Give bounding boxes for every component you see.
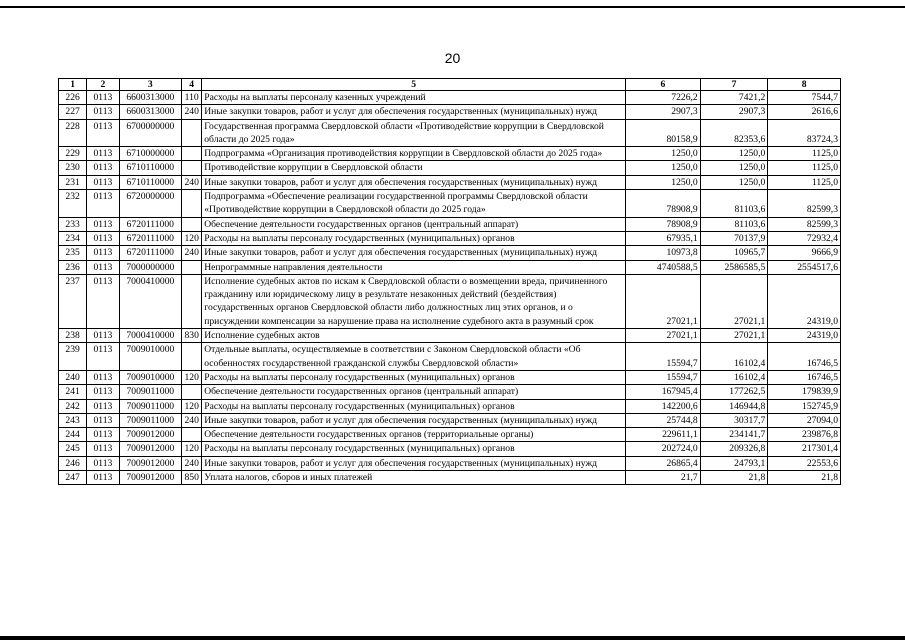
table-row xyxy=(59,231,841,245)
amount-col-7: 7421,2 xyxy=(700,91,768,105)
expense-type-code: 120 xyxy=(182,231,202,245)
amount-col-6: 26865,4 xyxy=(626,456,701,470)
expense-type-code: 240 xyxy=(182,246,202,260)
col-header-2: 2 xyxy=(87,79,119,91)
amount-col-8: 82599,3 xyxy=(768,190,841,218)
expense-name: Исполнение судебных актов xyxy=(202,329,626,343)
amount-col-8: 1125,0 xyxy=(768,175,841,189)
table-row xyxy=(59,119,841,147)
amount-col-6: 10973,8 xyxy=(626,246,701,260)
amount-col-6: 27021,1 xyxy=(626,274,701,328)
amount-col-8: 21,8 xyxy=(768,471,841,485)
expense-name: Уплата налогов, сборов и иных платежей xyxy=(202,471,626,485)
amount-col-7: 2907,3 xyxy=(700,105,768,119)
amount-col-7: 2586585,5 xyxy=(700,260,768,274)
expense-type-code: 110 xyxy=(182,91,202,105)
table-row xyxy=(59,399,841,413)
expense-type-code: 120 xyxy=(182,399,202,413)
expense-type-code xyxy=(182,343,202,371)
expense-type-code xyxy=(182,119,202,147)
budget-table xyxy=(58,78,841,485)
section-code: 0113 xyxy=(87,246,119,260)
table-row xyxy=(59,147,841,161)
amount-col-7: 27021,1 xyxy=(700,329,768,343)
target-article-code: 6600313000 xyxy=(119,105,182,119)
amount-col-6: 21,7 xyxy=(626,471,701,485)
section-code: 0113 xyxy=(87,413,119,427)
expense-type-code: 240 xyxy=(182,413,202,427)
section-code: 0113 xyxy=(87,91,119,105)
expense-name: Государственная программа Свердловской области «Противодействие коррупции в Свердловской области до 2025 года» xyxy=(202,119,626,147)
target-article-code: 6720111000 xyxy=(119,231,182,245)
section-code: 0113 xyxy=(87,329,119,343)
row-number: 238 xyxy=(59,329,87,343)
amount-col-6: 142200,6 xyxy=(626,399,701,413)
row-number: 229 xyxy=(59,147,87,161)
target-article-code: 6710110000 xyxy=(119,175,182,189)
amount-col-6: 2907,3 xyxy=(626,105,701,119)
expense-type-code: 830 xyxy=(182,329,202,343)
expense-name: Иные закупки товаров, работ и услуг для обеспечения государственных (муниципальных) нужд xyxy=(202,105,626,119)
expense-name: Непрограммные направления деятельности xyxy=(202,260,626,274)
table-row xyxy=(59,217,841,231)
target-article-code: 7009011000 xyxy=(119,399,182,413)
table-row xyxy=(59,471,841,485)
target-article-code: 7009011000 xyxy=(119,413,182,427)
section-code: 0113 xyxy=(87,370,119,384)
expense-type-code: 120 xyxy=(182,370,202,384)
col-header-7: 7 xyxy=(700,79,768,91)
expense-type-code xyxy=(182,190,202,218)
expense-name: Обеспечение деятельности государственных органов (центральный аппарат) xyxy=(202,385,626,399)
col-header-6: 6 xyxy=(626,79,701,91)
amount-col-7: 234141,7 xyxy=(700,428,768,442)
amount-col-6: 78908,9 xyxy=(626,190,701,218)
row-number: 228 xyxy=(59,119,87,147)
row-number: 239 xyxy=(59,343,87,371)
row-number: 227 xyxy=(59,105,87,119)
amount-col-7: 21,8 xyxy=(700,471,768,485)
amount-col-8: 7544,7 xyxy=(768,91,841,105)
section-code: 0113 xyxy=(87,190,119,218)
row-number: 232 xyxy=(59,190,87,218)
expense-name: Обеспечение деятельности государственных органов (центральный аппарат) xyxy=(202,217,626,231)
header-row xyxy=(59,79,841,91)
table-row xyxy=(59,175,841,189)
section-code: 0113 xyxy=(87,260,119,274)
amount-col-8: 217301,4 xyxy=(768,442,841,456)
amount-col-8: 152745,9 xyxy=(768,399,841,413)
row-number: 243 xyxy=(59,413,87,427)
amount-col-8: 82599,3 xyxy=(768,217,841,231)
amount-col-7: 81103,6 xyxy=(700,217,768,231)
target-article-code: 7000000000 xyxy=(119,260,182,274)
target-article-code: 7000410000 xyxy=(119,329,182,343)
expense-type-code xyxy=(182,161,202,175)
target-article-code: 7009012000 xyxy=(119,442,182,456)
target-article-code: 6710000000 xyxy=(119,147,182,161)
expense-name: Иные закупки товаров, работ и услуг для обеспечения государственных (муниципальных) нужд xyxy=(202,175,626,189)
amount-col-6: 202724,0 xyxy=(626,442,701,456)
section-code: 0113 xyxy=(87,175,119,189)
table-row xyxy=(59,190,841,218)
row-number: 246 xyxy=(59,456,87,470)
amount-col-6: 1250,0 xyxy=(626,161,701,175)
amount-col-6: 229611,1 xyxy=(626,428,701,442)
section-code: 0113 xyxy=(87,231,119,245)
section-code: 0113 xyxy=(87,428,119,442)
table-row xyxy=(59,91,841,105)
expense-name: Расходы на выплаты персоналу государственных (муниципальных) органов xyxy=(202,231,626,245)
section-code: 0113 xyxy=(87,385,119,399)
expense-name: Расходы на выплаты персоналу государственных (муниципальных) органов xyxy=(202,442,626,456)
expense-type-code xyxy=(182,217,202,231)
amount-col-6: 15594,7 xyxy=(626,343,701,371)
amount-col-7: 1250,0 xyxy=(700,147,768,161)
expense-type-code: 240 xyxy=(182,105,202,119)
section-code: 0113 xyxy=(87,217,119,231)
amount-col-8: 72932,4 xyxy=(768,231,841,245)
expense-name: Подпрограмма «Организация противодействия коррупции в Свердловской области до 2025 года» xyxy=(202,147,626,161)
target-article-code: 6710110000 xyxy=(119,161,182,175)
amount-col-7: 70137,9 xyxy=(700,231,768,245)
row-number: 241 xyxy=(59,385,87,399)
amount-col-6: 1250,0 xyxy=(626,147,701,161)
target-article-code: 6720111000 xyxy=(119,217,182,231)
col-header-4: 4 xyxy=(182,79,202,91)
amount-col-8: 24319,0 xyxy=(768,274,841,328)
row-number: 237 xyxy=(59,274,87,328)
row-number: 231 xyxy=(59,175,87,189)
row-number: 230 xyxy=(59,161,87,175)
amount-col-8: 22553,6 xyxy=(768,456,841,470)
section-code: 0113 xyxy=(87,456,119,470)
table-row xyxy=(59,161,841,175)
amount-col-7: 10965,7 xyxy=(700,246,768,260)
page-bottom-edge xyxy=(0,636,905,640)
row-number: 247 xyxy=(59,471,87,485)
amount-col-7: 30317,7 xyxy=(700,413,768,427)
amount-col-8: 1125,0 xyxy=(768,161,841,175)
expense-name: Отдельные выплаты, осуществляемые в соответствии с Законом Свердловской области «Об особенностях государственной гражданской службы Свердловской области» xyxy=(202,343,626,371)
table-row xyxy=(59,428,841,442)
section-code: 0113 xyxy=(87,119,119,147)
amount-col-8: 9666,9 xyxy=(768,246,841,260)
page-top-edge xyxy=(0,6,905,8)
amount-col-7: 1250,0 xyxy=(700,175,768,189)
amount-col-7: 146944,8 xyxy=(700,399,768,413)
amount-col-7: 177262,5 xyxy=(700,385,768,399)
expense-type-code: 240 xyxy=(182,456,202,470)
target-article-code: 6720111000 xyxy=(119,246,182,260)
page-number: 20 xyxy=(444,50,461,66)
table-row xyxy=(59,456,841,470)
row-number: 226 xyxy=(59,91,87,105)
section-code: 0113 xyxy=(87,471,119,485)
col-header-3: 3 xyxy=(119,79,182,91)
expense-type-code: 240 xyxy=(182,175,202,189)
amount-col-8: 24319,0 xyxy=(768,329,841,343)
amount-col-8: 27094,0 xyxy=(768,413,841,427)
amount-col-6: 1250,0 xyxy=(626,175,701,189)
amount-col-6: 67935,1 xyxy=(626,231,701,245)
table-body xyxy=(59,91,841,485)
expense-type-code xyxy=(182,274,202,328)
section-code: 0113 xyxy=(87,161,119,175)
row-number: 233 xyxy=(59,217,87,231)
target-article-code: 7009010000 xyxy=(119,343,182,371)
row-number: 242 xyxy=(59,399,87,413)
target-article-code: 7009012000 xyxy=(119,471,182,485)
table-row xyxy=(59,274,841,328)
table-row xyxy=(59,385,841,399)
section-code: 0113 xyxy=(87,399,119,413)
expense-name: Подпрограмма «Обеспечение реализации государственной программы Свердловской области «Противодействие коррупции в Свердловской области до 2025 года» xyxy=(202,190,626,218)
expense-name: Иные закупки товаров, работ и услуг для обеспечения государственных (муниципальных) нужд xyxy=(202,456,626,470)
expense-type-code xyxy=(182,428,202,442)
amount-col-8: 16746,5 xyxy=(768,343,841,371)
row-number: 245 xyxy=(59,442,87,456)
target-article-code: 7009011000 xyxy=(119,385,182,399)
target-article-code: 7009012000 xyxy=(119,428,182,442)
expense-name: Иные закупки товаров, работ и услуг для обеспечения государственных (муниципальных) нужд xyxy=(202,413,626,427)
amount-col-7: 1250,0 xyxy=(700,161,768,175)
amount-col-6: 27021,1 xyxy=(626,329,701,343)
amount-col-6: 80158,9 xyxy=(626,119,701,147)
table-row xyxy=(59,413,841,427)
col-header-5: 5 xyxy=(202,79,626,91)
amount-col-8: 1125,0 xyxy=(768,147,841,161)
col-header-1: 1 xyxy=(59,79,87,91)
table-row xyxy=(59,105,841,119)
expense-name: Обеспечение деятельности государственных органов (территориальные органы) xyxy=(202,428,626,442)
expense-name: Исполнение судебных актов по искам к Свердловской области о возмещении вреда, причиненного гражданину или юридическому лицу в результате незаконных действий (бездействия) государственных органов Свердловской области либо должностных лиц этих органов, и о присуждении компенсации за нарушение права на исполнение судебного акта в разумный срок xyxy=(202,274,626,328)
table-row xyxy=(59,343,841,371)
col-header-8: 8 xyxy=(768,79,841,91)
expense-type-code: 850 xyxy=(182,471,202,485)
amount-col-7: 24793,1 xyxy=(700,456,768,470)
row-number: 235 xyxy=(59,246,87,260)
amount-col-8: 83724,3 xyxy=(768,119,841,147)
amount-col-6: 167945,4 xyxy=(626,385,701,399)
table-row xyxy=(59,260,841,274)
section-code: 0113 xyxy=(87,105,119,119)
expense-name: Иные закупки товаров, работ и услуг для обеспечения государственных (муниципальных) нужд xyxy=(202,246,626,260)
target-article-code: 6700000000 xyxy=(119,119,182,147)
expense-name: Противодействие коррупции в Свердловской области xyxy=(202,161,626,175)
table-row xyxy=(59,370,841,384)
amount-col-8: 2616,6 xyxy=(768,105,841,119)
amount-col-6: 7226,2 xyxy=(626,91,701,105)
amount-col-7: 82353,6 xyxy=(700,119,768,147)
section-code: 0113 xyxy=(87,147,119,161)
expense-type-code xyxy=(182,147,202,161)
target-article-code: 7000410000 xyxy=(119,274,182,328)
amount-col-6: 15594,7 xyxy=(626,370,701,384)
expense-name: Расходы на выплаты персоналу государственных (муниципальных) органов xyxy=(202,370,626,384)
amount-col-7: 16102,4 xyxy=(700,370,768,384)
amount-col-7: 16102,4 xyxy=(700,343,768,371)
amount-col-8: 16746,5 xyxy=(768,370,841,384)
expense-name: Расходы на выплаты персоналу казенных учреждений xyxy=(202,91,626,105)
amount-col-8: 239876,8 xyxy=(768,428,841,442)
target-article-code: 6600313000 xyxy=(119,91,182,105)
amount-col-8: 2554517,6 xyxy=(768,260,841,274)
target-article-code: 7009010000 xyxy=(119,370,182,384)
expense-type-code: 120 xyxy=(182,442,202,456)
amount-col-6: 78908,9 xyxy=(626,217,701,231)
target-article-code: 6720000000 xyxy=(119,190,182,218)
row-number: 240 xyxy=(59,370,87,384)
section-code: 0113 xyxy=(87,442,119,456)
amount-col-7: 27021,1 xyxy=(700,274,768,328)
target-article-code: 7009012000 xyxy=(119,456,182,470)
row-number: 236 xyxy=(59,260,87,274)
table-row xyxy=(59,329,841,343)
section-code: 0113 xyxy=(87,274,119,328)
table-row xyxy=(59,442,841,456)
row-number: 244 xyxy=(59,428,87,442)
expense-type-code xyxy=(182,260,202,274)
amount-col-8: 179839,9 xyxy=(768,385,841,399)
amount-col-7: 209326,8 xyxy=(700,442,768,456)
amount-col-6: 4740588,5 xyxy=(626,260,701,274)
amount-col-6: 25744,8 xyxy=(626,413,701,427)
amount-col-7: 81103,6 xyxy=(700,190,768,218)
expense-type-code xyxy=(182,385,202,399)
expense-name: Расходы на выплаты персоналу государственных (муниципальных) органов xyxy=(202,399,626,413)
table-row xyxy=(59,246,841,260)
section-code: 0113 xyxy=(87,343,119,371)
row-number: 234 xyxy=(59,231,87,245)
